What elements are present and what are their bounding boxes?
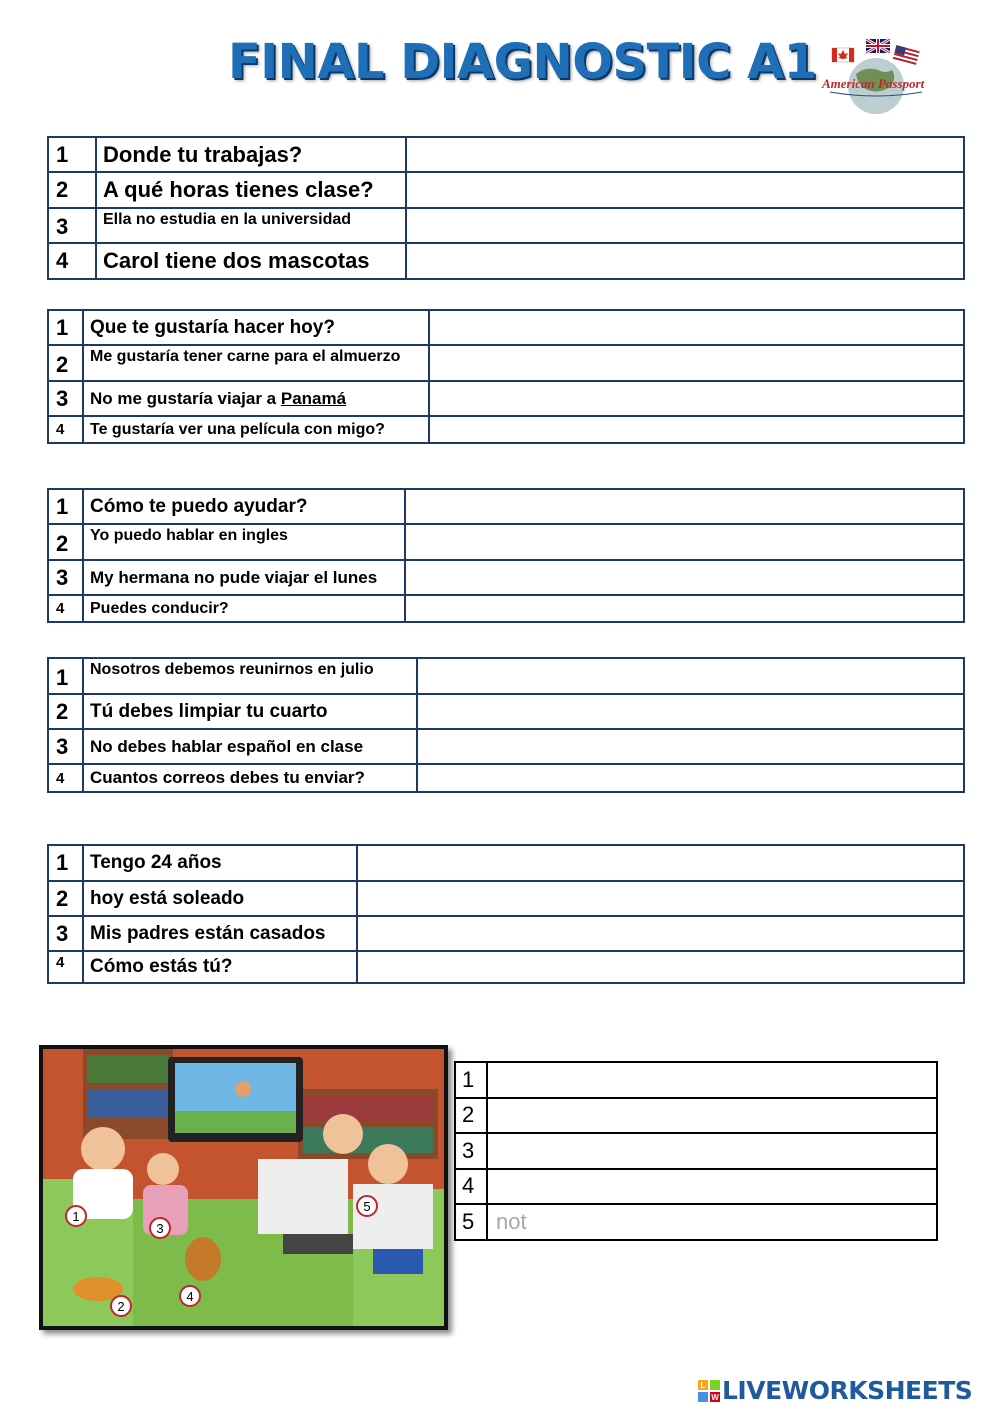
row-number: 4 (48, 416, 83, 443)
picture-answer-table (454, 1061, 938, 1241)
answer-field[interactable] (487, 1098, 937, 1134)
row-number: 2 (48, 524, 83, 560)
table-row (455, 1204, 937, 1240)
question-table-3 (47, 488, 965, 623)
answer-field[interactable]: not (487, 1204, 937, 1240)
question-text-part: No me gustaría viajar a (90, 388, 281, 408)
answer-field[interactable] (405, 489, 964, 524)
svg-text:W: W (711, 1392, 719, 1402)
table-row (48, 694, 964, 729)
question-text: Yo puedo hablar en ingles (83, 524, 405, 560)
question-text: My hermana no pude viajar el lunes (83, 560, 405, 595)
question-text (83, 381, 429, 416)
marker-5 (357, 1196, 377, 1216)
answer-field[interactable] (417, 729, 964, 764)
row-number: 4 (48, 595, 83, 622)
answer-field[interactable] (487, 1133, 937, 1169)
answer-field[interactable] (429, 310, 964, 345)
question-text: Tengo 24 años (83, 845, 357, 881)
svg-text:L: L (700, 1380, 706, 1390)
question-text: Donde tu trabajas? (96, 137, 406, 172)
liveworksheets-logo-icon (698, 1380, 720, 1402)
question-text: Cómo te puedo ayudar? (83, 489, 405, 524)
table-row (48, 729, 964, 764)
question-table-4 (47, 657, 965, 793)
row-number: 1 (48, 845, 83, 881)
marker-label: 3 (156, 1221, 164, 1236)
table-row (48, 951, 964, 983)
question-table-2 (47, 309, 965, 444)
question-text: Me gustaría tener carne para el almuerzo (83, 345, 429, 381)
answer-field[interactable] (417, 694, 964, 729)
table-row (455, 1133, 937, 1169)
row-number: 1 (48, 489, 83, 524)
table-row (455, 1169, 937, 1205)
answer-field[interactable] (406, 172, 964, 208)
row-number: 2 (48, 345, 83, 381)
page-title: FINAL DIAGNOSTIC A1 (228, 34, 817, 90)
table-row (48, 560, 964, 595)
question-text: Tú debes limpiar tu cuarto (83, 694, 417, 729)
question-text: Ella no estudia en la universidad (96, 208, 406, 243)
row-number: 3 (48, 560, 83, 595)
answer-field[interactable] (417, 764, 964, 792)
answer-field[interactable] (487, 1169, 937, 1205)
table-row (48, 137, 964, 172)
row-number: 4 (48, 764, 83, 792)
question-table-1 (47, 136, 965, 280)
table-row (455, 1062, 937, 1098)
row-number: 4 (48, 951, 83, 983)
table-row (48, 916, 964, 951)
table-row (48, 243, 964, 279)
canada-flag-icon (832, 48, 854, 62)
answer-field[interactable] (405, 560, 964, 595)
marker-1 (66, 1206, 86, 1226)
question-text: Te gustaría ver una película con migo? (83, 416, 429, 443)
table-row (48, 764, 964, 792)
marker-2 (111, 1296, 131, 1316)
question-text: Que te gustaría hacer hoy? (83, 310, 429, 345)
question-text: Mis padres están casados (83, 916, 357, 951)
usa-flag-icon (893, 45, 920, 65)
table-row (48, 416, 964, 443)
underlined-word: Panamá (280, 388, 347, 408)
answer-field[interactable] (417, 658, 964, 694)
picture-markers (43, 1049, 444, 1326)
answer-field[interactable] (429, 416, 964, 443)
table-row (48, 381, 964, 416)
uk-flag-icon (866, 39, 890, 53)
question-text: A qué horas tienes clase? (96, 172, 406, 208)
answer-field[interactable] (357, 845, 964, 881)
row-number: 3 (48, 381, 83, 416)
answer-field[interactable] (405, 524, 964, 560)
table-row (455, 1098, 937, 1134)
row-number: 4 (48, 243, 96, 279)
marker-label: 4 (186, 1289, 194, 1304)
question-text: Carol tiene dos mascotas (96, 243, 406, 279)
row-number: 2 (48, 881, 83, 916)
marker-label: 2 (117, 1299, 125, 1314)
answer-field[interactable] (357, 881, 964, 916)
row-number: 1 (48, 310, 83, 345)
marker-3 (150, 1218, 170, 1238)
answer-field[interactable] (487, 1062, 937, 1098)
row-number: 4 (455, 1169, 487, 1205)
table-row (48, 345, 964, 381)
row-number: 3 (48, 729, 83, 764)
answer-field[interactable] (406, 243, 964, 279)
row-number: 3 (455, 1133, 487, 1169)
row-number: 1 (455, 1062, 487, 1098)
liveworksheets-brand (698, 1376, 972, 1405)
row-number: 1 (48, 658, 83, 694)
marker-label: 5 (363, 1199, 371, 1214)
brand-text: LIVEWORKSHEETS (722, 1376, 973, 1405)
answer-field[interactable] (429, 381, 964, 416)
answer-field[interactable] (429, 345, 964, 381)
question-text: Puedes conducir? (83, 595, 405, 622)
logo-text: American Passport (822, 76, 925, 91)
american-passport-logo (820, 36, 932, 118)
table-row (48, 489, 964, 524)
row-number: 2 (48, 694, 83, 729)
table-row (48, 845, 964, 881)
answer-field[interactable] (405, 595, 964, 622)
question-text: No debes hablar español en clase (83, 729, 417, 764)
question-text: Cómo estás tú? (83, 951, 357, 983)
table-row (48, 524, 964, 560)
family-living-room-picture (39, 1045, 448, 1330)
table-row (48, 310, 964, 345)
row-number: 2 (48, 172, 96, 208)
answer-field[interactable] (357, 916, 964, 951)
row-number: 2 (455, 1098, 487, 1134)
question-text: hoy está soleado (83, 881, 357, 916)
row-number: 1 (48, 137, 96, 172)
table-row (48, 172, 964, 208)
question-text: Nosotros debemos reunirnos en julio (83, 658, 417, 694)
answer-field[interactable] (357, 951, 964, 983)
row-number: 3 (48, 208, 96, 243)
marker-4 (180, 1286, 200, 1306)
row-number: 5 (455, 1204, 487, 1240)
answer-field[interactable] (406, 137, 964, 172)
question-table-5 (47, 844, 965, 984)
table-row (48, 658, 964, 694)
table-row (48, 881, 964, 916)
marker-label: 1 (72, 1209, 80, 1224)
answer-field[interactable] (406, 208, 964, 243)
table-row (48, 208, 964, 243)
question-text: Cuantos correos debes tu enviar? (83, 764, 417, 792)
row-number: 3 (48, 916, 83, 951)
table-row (48, 595, 964, 622)
